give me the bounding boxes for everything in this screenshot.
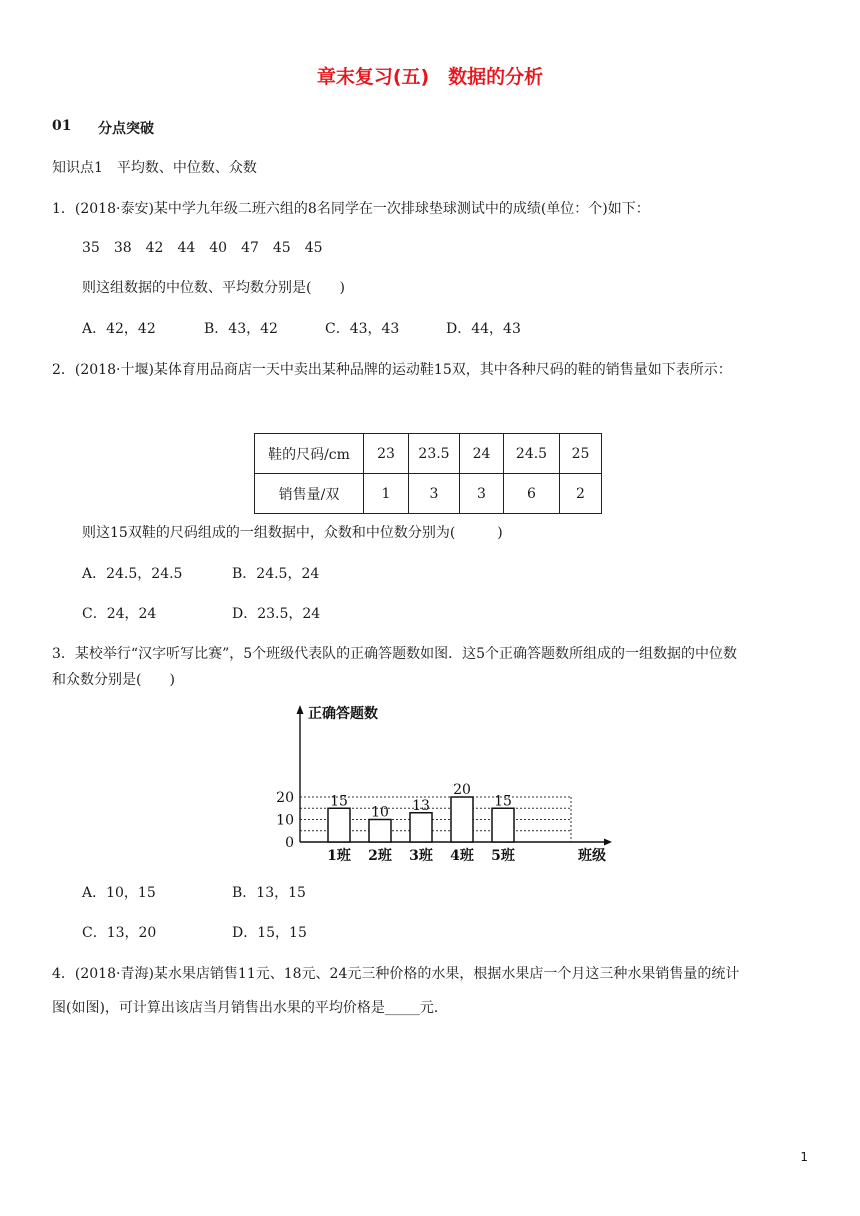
q2-stem: 2．(2018·十堰)某体育用品商店一天中卖出某种品牌的运动鞋15双，其中各种尺码的鞋的销售量如下表所示： bbox=[52, 362, 732, 378]
q1-stem: 1．(2018·泰安)某中学九年级二班六组的8名同学在一次排球垫球测试中的成绩(单位：个)如下： bbox=[52, 201, 650, 217]
size-cell: 24.5 bbox=[504, 434, 560, 474]
q4-line2: 图(如图)，可计算出该店当月销售出水果的平均价格是_____元． bbox=[52, 1000, 448, 1016]
bar bbox=[369, 820, 391, 843]
q3-stem-line1: 3．某校举行“汉字听写比赛”，5个班级代表队的正确答题数如图．这5个正确答题数所组成的一组数据的中位数 bbox=[52, 646, 738, 662]
shoe-size-table bbox=[254, 433, 602, 514]
count-cell: 6 bbox=[504, 474, 560, 514]
x-tick-label: 3班 bbox=[409, 848, 433, 864]
count-cell: 1 bbox=[364, 474, 409, 514]
x-tick-labels bbox=[327, 848, 516, 864]
row-header-count: 销售量/双 bbox=[255, 474, 364, 514]
y-axis-arrow bbox=[297, 705, 304, 714]
q2-option-c: C．24，24 bbox=[82, 606, 157, 622]
count-cell: 2 bbox=[560, 474, 602, 514]
bar-value-label: 13 bbox=[412, 797, 430, 814]
bar-value-label: 15 bbox=[494, 793, 512, 810]
row-header-size: 鞋的尺码/cm bbox=[255, 434, 364, 474]
x-axis-arrow bbox=[604, 839, 612, 846]
y-tick-labels bbox=[276, 790, 294, 851]
bar-value-label: 20 bbox=[453, 782, 471, 798]
table-row bbox=[255, 434, 602, 474]
bars bbox=[328, 782, 514, 842]
q3-stem-line2: 和众数分别是( ) bbox=[52, 672, 175, 688]
q1-option-b: B．43，42 bbox=[204, 321, 278, 337]
size-cell: 24 bbox=[460, 434, 504, 474]
count-cell: 3 bbox=[409, 474, 460, 514]
x-tick-label: 4班 bbox=[450, 848, 474, 864]
q2-option-a: A．24.5，24.5 bbox=[82, 566, 183, 582]
bar-chart bbox=[270, 698, 620, 870]
q3-option-c: C．13，20 bbox=[82, 925, 157, 941]
q3-option-d: D．15，15 bbox=[232, 925, 307, 941]
size-cell: 23.5 bbox=[409, 434, 460, 474]
q1-question: 则这组数据的中位数、平均数分别是( ) bbox=[82, 280, 345, 296]
x-tick-label: 5班 bbox=[491, 848, 515, 864]
q2-option-b: B．24.5，24 bbox=[232, 566, 320, 582]
section-number: 01 bbox=[52, 118, 72, 134]
x-axis-label: 班级 bbox=[578, 848, 606, 864]
q1-option-d: D．44，43 bbox=[446, 321, 521, 337]
bar bbox=[328, 808, 350, 842]
q1-option-a: A．42，42 bbox=[82, 321, 156, 337]
q2-option-d: D．23.5，24 bbox=[232, 606, 321, 622]
q1-option-c: C．43，43 bbox=[325, 321, 400, 337]
x-tick-label: 2班 bbox=[368, 848, 392, 864]
q4-line1: 4．(2018·青海)某水果店销售11元、18元、24元三种价格的水果，根据水果店一个月这三种水果销售量的统计 bbox=[52, 966, 740, 982]
q3-option-a: A．10，15 bbox=[82, 885, 156, 901]
q1-data-line: 35 38 42 44 40 47 45 45 bbox=[82, 240, 323, 256]
count-cell: 3 bbox=[460, 474, 504, 514]
y-tick-label: 0 bbox=[285, 835, 294, 851]
table-row bbox=[255, 474, 602, 514]
size-cell: 23 bbox=[364, 434, 409, 474]
size-cell: 25 bbox=[560, 434, 602, 474]
bar bbox=[451, 797, 473, 842]
y-tick-label: 10 bbox=[276, 812, 294, 829]
page-title: 章末复习(五) 数据的分析 bbox=[316, 66, 544, 88]
bar bbox=[410, 813, 432, 842]
y-tick-label: 20 bbox=[276, 790, 294, 806]
x-tick-label: 1班 bbox=[327, 848, 351, 864]
q2-question: 则这15双鞋的尺码组成的一组数据中，众数和中位数分别为( ) bbox=[82, 525, 503, 541]
bar bbox=[492, 808, 514, 842]
q3-option-b: B．13，15 bbox=[232, 885, 306, 901]
bar-value-label: 10 bbox=[371, 804, 389, 821]
knowledge-point-heading: 知识点1 平均数、中位数、众数 bbox=[52, 160, 257, 176]
section-name: 分点突破 bbox=[98, 121, 154, 137]
y-axis-label: 正确答题数 bbox=[308, 706, 378, 722]
bar-value-label: 15 bbox=[330, 793, 348, 810]
page-number: 1 bbox=[800, 1150, 808, 1164]
